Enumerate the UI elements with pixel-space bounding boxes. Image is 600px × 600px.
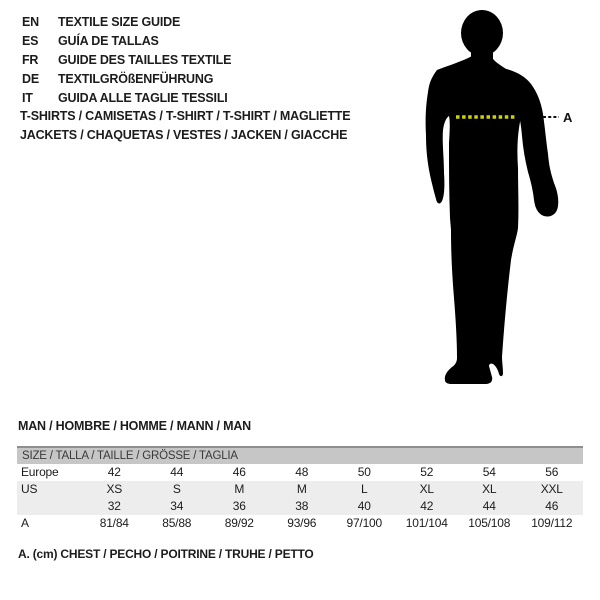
size-cell: 34 — [170, 499, 184, 513]
size-cell: M — [296, 482, 307, 496]
language-code: FR — [22, 53, 39, 67]
size-cell: 81/84 — [99, 516, 129, 530]
size-cell: 89/92 — [224, 516, 254, 530]
size-table-header: SIZE / TALLA / TAILLE / GRÖSSE / TAGLIA — [17, 448, 583, 464]
size-cell: 54 — [482, 465, 496, 479]
language-row — [22, 51, 231, 70]
size-cell: 32 — [107, 499, 121, 513]
size-cell: M — [234, 482, 245, 496]
silhouette-body — [426, 56, 522, 384]
size-cell: 56 — [545, 465, 559, 479]
section-title-man: MAN / HOMBRE / HOMME / MANN / MAN — [18, 419, 251, 433]
size-cell: 93/96 — [287, 516, 317, 530]
size-cell: 101/104 — [405, 516, 448, 530]
size-table-row — [17, 481, 583, 498]
size-cell: 44 — [170, 465, 184, 479]
size-table-body — [17, 464, 583, 532]
language-label: GUIDE DES TAILLES TEXTILE — [58, 53, 232, 67]
language-label: TEXTILE SIZE GUIDE — [58, 15, 181, 29]
size-cell: 85/88 — [162, 516, 192, 530]
size-cell: XL — [419, 482, 434, 496]
language-code: IT — [22, 91, 33, 105]
size-cell: 46 — [545, 499, 559, 513]
language-row — [22, 32, 231, 51]
size-cell: 42 — [420, 499, 434, 513]
language-code: EN — [22, 15, 39, 29]
language-label: GUÍA DE TALLAS — [58, 34, 159, 48]
garment-line-jackets: JACKETS / CHAQUETAS / VESTES / JACKEN / GIACCHE — [20, 128, 348, 142]
size-cell: 46 — [232, 465, 246, 479]
language-label: TEXTILGRÖßENFÜHRUNG — [58, 72, 214, 86]
measurement-footnote: A. (cm) CHEST / PECHO / POITRINE / TRUHE / PETTO — [18, 547, 314, 561]
language-label: GUIDA ALLE TAGLIE TESSILI — [58, 91, 228, 105]
size-cell: 50 — [357, 465, 371, 479]
size-row-label: Europe — [21, 465, 59, 479]
language-row — [22, 13, 231, 32]
size-table-row — [17, 464, 583, 481]
garment-category-lines — [20, 107, 350, 145]
size-row-label: A — [21, 516, 29, 530]
language-row — [22, 89, 231, 108]
size-cell: 109/112 — [531, 516, 573, 530]
size-cell: 44 — [482, 499, 496, 513]
size-cell: 48 — [295, 465, 309, 479]
size-cell: 40 — [357, 499, 371, 513]
size-row-label: US — [21, 482, 38, 496]
size-cell: 38 — [295, 499, 309, 513]
figure-man — [415, 8, 575, 393]
size-row-label — [17, 498, 83, 515]
language-list — [22, 13, 231, 108]
size-table-row — [17, 498, 583, 515]
size-table — [17, 446, 583, 532]
language-code: ES — [22, 34, 39, 48]
size-table-row — [17, 515, 583, 532]
size-cell: 36 — [232, 499, 246, 513]
size-cell: XL — [482, 482, 497, 496]
size-cell: XS — [106, 482, 123, 496]
size-cell: 97/100 — [346, 516, 382, 530]
size-cell: S — [172, 482, 181, 496]
size-cell: 42 — [107, 465, 121, 479]
size-cell: L — [361, 482, 368, 496]
language-code: DE — [22, 72, 39, 86]
garment-line-tshirts: T-SHIRTS / CAMISETAS / T-SHIRT / T-SHIRT / MAGLIETTE — [20, 109, 351, 123]
language-row — [22, 70, 231, 89]
size-cell: XXL — [540, 482, 563, 496]
size-cell: 52 — [420, 465, 434, 479]
man-silhouette — [415, 8, 575, 393]
measure-label-a: A — [563, 110, 573, 125]
size-cell: 105/108 — [468, 516, 511, 530]
